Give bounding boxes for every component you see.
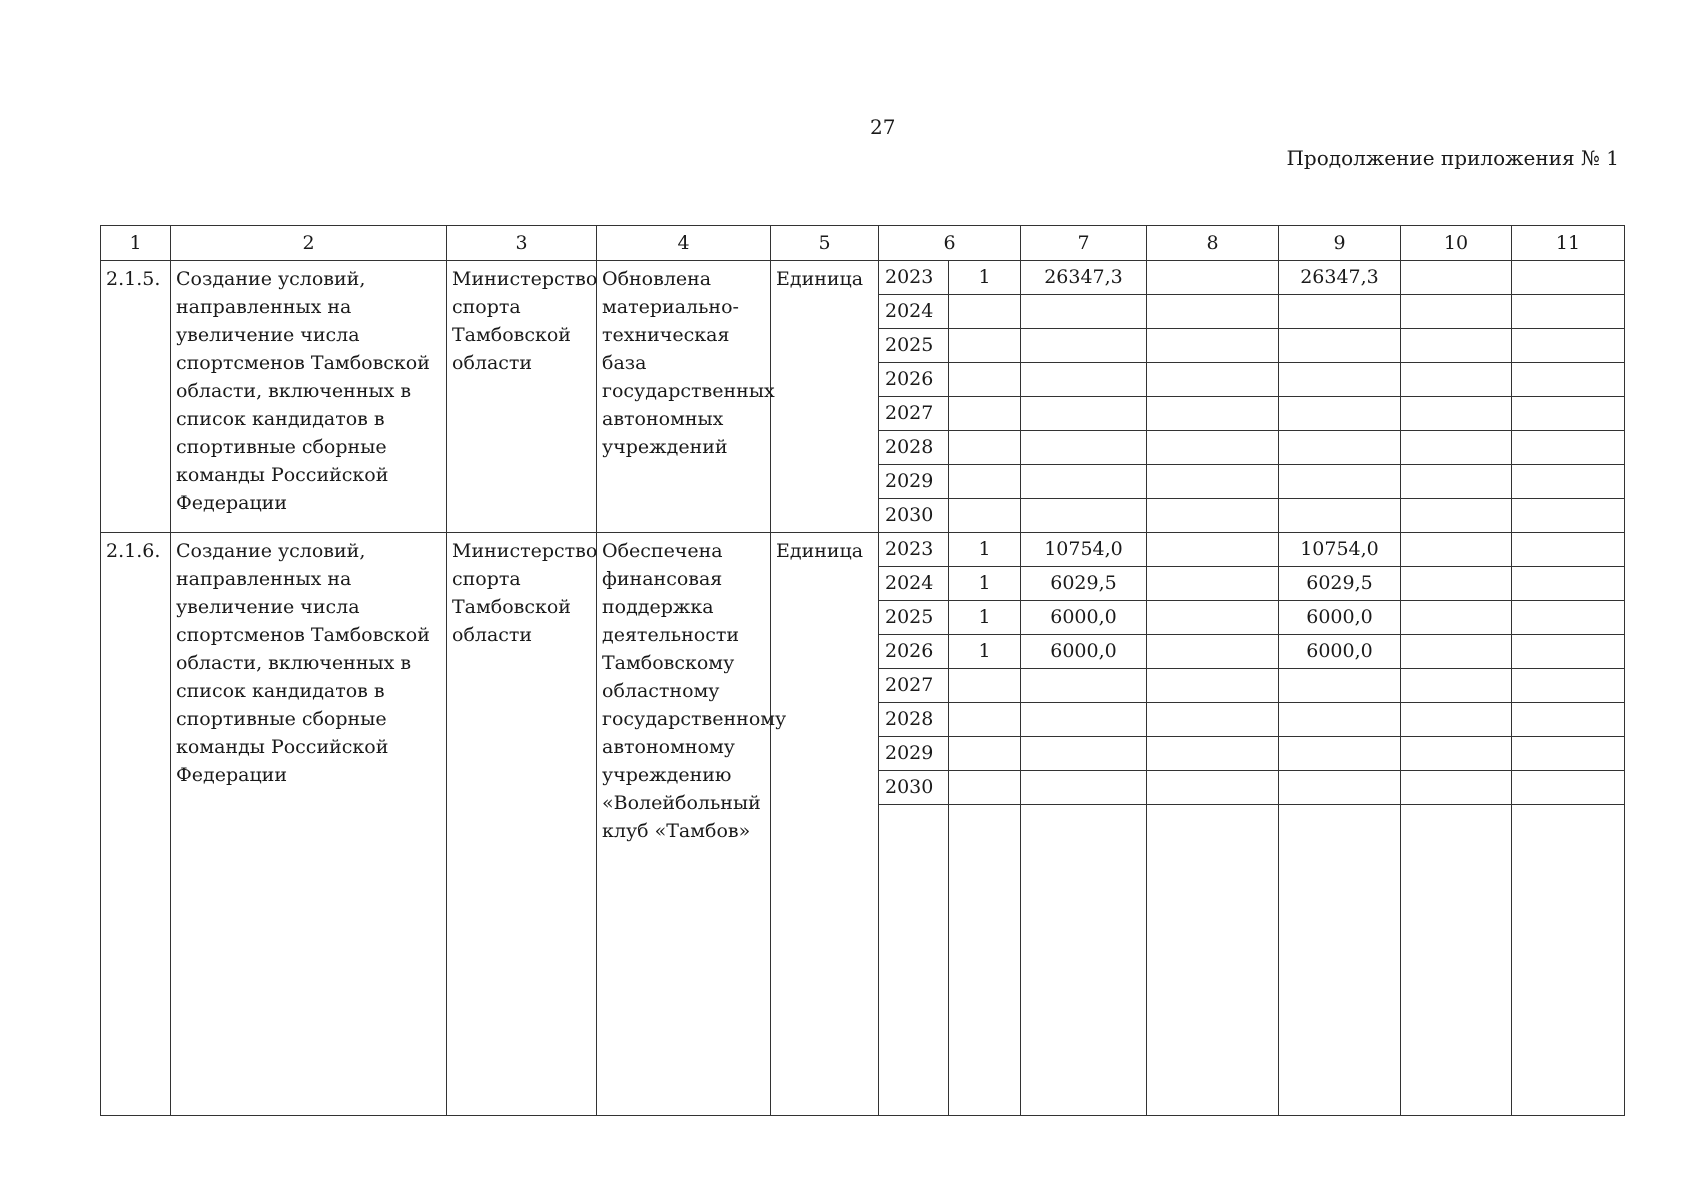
column-8-cell (1147, 499, 1279, 533)
column-11-cell (1512, 261, 1625, 295)
column-9-cell: 26347,3 (1279, 261, 1401, 295)
column-8-cell (1147, 261, 1279, 295)
measure-name: Создание условий, направленных на увеличение числа спортсменов Тамбовской области, включенных в список кандидатов в спортивные сборные команды Российской Федерации (171, 533, 447, 1116)
quantity-cell (949, 397, 1021, 431)
page-number: 27 (870, 115, 896, 139)
column-9-cell (1279, 771, 1401, 805)
header-cell: 4 (597, 226, 771, 261)
column-9-cell (1279, 465, 1401, 499)
appendix-table (100, 225, 1625, 1116)
quantity-cell (949, 431, 1021, 465)
column-8-cell (1147, 567, 1279, 601)
year-cell: 2029 (879, 465, 949, 499)
total-cell (1021, 703, 1147, 737)
column-11-cell (1512, 295, 1625, 329)
column-10-cell (1401, 397, 1512, 431)
column-10-cell (1401, 601, 1512, 635)
quantity-cell: 1 (949, 567, 1021, 601)
quantity-cell (949, 465, 1021, 499)
header-cell: 11 (1512, 226, 1625, 261)
column-8-cell (1147, 771, 1279, 805)
year-cell: 2027 (879, 397, 949, 431)
quantity-cell (949, 363, 1021, 397)
quantity-cell: 1 (949, 533, 1021, 567)
column-8-cell (1147, 635, 1279, 669)
table-row (101, 533, 1625, 567)
year-cell: 2028 (879, 431, 949, 465)
column-8-cell (1147, 397, 1279, 431)
column-10-cell (1401, 431, 1512, 465)
column-11-cell (1512, 329, 1625, 363)
total-cell (1021, 737, 1147, 771)
quantity-cell (949, 703, 1021, 737)
result-description: Обеспечена финансовая поддержка деятельности Тамбовскому областному государственному автономному учреждению «Волейбольный клуб «Тамбов» (597, 533, 771, 1116)
column-11-cell (1512, 703, 1625, 737)
header-cell: 2 (171, 226, 447, 261)
year-cell: 2024 (879, 567, 949, 601)
year-cell: 2026 (879, 635, 949, 669)
column-11-cell (1512, 397, 1625, 431)
year-cell: 2026 (879, 363, 949, 397)
column-8-cell (1147, 669, 1279, 703)
year-cell: 2023 (879, 533, 949, 567)
empty-cell (949, 805, 1021, 1116)
quantity-cell: 1 (949, 261, 1021, 295)
quantity-cell: 1 (949, 635, 1021, 669)
header-row (101, 226, 1625, 261)
column-8-cell (1147, 329, 1279, 363)
column-10-cell (1401, 533, 1512, 567)
quantity-cell (949, 329, 1021, 363)
empty-cell (1147, 805, 1279, 1116)
column-8-cell (1147, 601, 1279, 635)
column-11-cell (1512, 771, 1625, 805)
unit-cell: Единица (771, 533, 879, 1116)
column-9-cell (1279, 431, 1401, 465)
column-8-cell (1147, 533, 1279, 567)
column-8-cell (1147, 363, 1279, 397)
empty-cell (879, 805, 949, 1116)
total-cell (1021, 499, 1147, 533)
unit-cell: Единица (771, 261, 879, 533)
total-cell: 6000,0 (1021, 635, 1147, 669)
column-9-cell (1279, 499, 1401, 533)
total-cell (1021, 465, 1147, 499)
total-cell (1021, 295, 1147, 329)
year-cell: 2023 (879, 261, 949, 295)
total-cell (1021, 669, 1147, 703)
total-cell: 6029,5 (1021, 567, 1147, 601)
column-8-cell (1147, 465, 1279, 499)
column-11-cell (1512, 499, 1625, 533)
header-cell: 3 (447, 226, 597, 261)
column-10-cell (1401, 567, 1512, 601)
year-cell: 2030 (879, 499, 949, 533)
total-cell (1021, 431, 1147, 465)
table-body (101, 261, 1625, 1116)
quantity-cell (949, 499, 1021, 533)
header-cell: 10 (1401, 226, 1512, 261)
column-11-cell (1512, 567, 1625, 601)
column-8-cell (1147, 295, 1279, 329)
header-cell: 6 (879, 226, 1021, 261)
column-10-cell (1401, 499, 1512, 533)
column-11-cell (1512, 363, 1625, 397)
header-cell: 7 (1021, 226, 1147, 261)
quantity-cell (949, 737, 1021, 771)
header-cell: 8 (1147, 226, 1279, 261)
executor-name: Министерство спорта Тамбовской области (447, 533, 597, 1116)
total-cell: 26347,3 (1021, 261, 1147, 295)
quantity-cell (949, 295, 1021, 329)
column-11-cell (1512, 737, 1625, 771)
column-9-cell (1279, 703, 1401, 737)
measure-name: Создание условий, направленных на увеличение числа спортсменов Тамбовской области, включенных в список кандидатов в спортивные сборные команды Российской Федерации (171, 261, 447, 533)
year-cell: 2025 (879, 329, 949, 363)
column-11-cell (1512, 669, 1625, 703)
year-cell: 2030 (879, 771, 949, 805)
total-cell: 6000,0 (1021, 601, 1147, 635)
column-10-cell (1401, 669, 1512, 703)
column-10-cell (1401, 261, 1512, 295)
column-9-cell: 6000,0 (1279, 635, 1401, 669)
column-9-cell (1279, 737, 1401, 771)
column-8-cell (1147, 703, 1279, 737)
column-9-cell (1279, 363, 1401, 397)
executor-name: Министерство спорта Тамбовской области (447, 261, 597, 533)
year-cell: 2029 (879, 737, 949, 771)
header-cell: 1 (101, 226, 171, 261)
column-11-cell (1512, 601, 1625, 635)
empty-cell (1512, 805, 1625, 1116)
empty-cell (1021, 805, 1147, 1116)
header-cell: 5 (771, 226, 879, 261)
column-10-cell (1401, 703, 1512, 737)
empty-cell (1401, 805, 1512, 1116)
column-11-cell (1512, 533, 1625, 567)
column-10-cell (1401, 465, 1512, 499)
column-9-cell (1279, 295, 1401, 329)
column-10-cell (1401, 737, 1512, 771)
column-10-cell (1401, 295, 1512, 329)
year-cell: 2027 (879, 669, 949, 703)
quantity-cell (949, 669, 1021, 703)
column-8-cell (1147, 737, 1279, 771)
column-10-cell (1401, 635, 1512, 669)
year-cell: 2028 (879, 703, 949, 737)
column-8-cell (1147, 431, 1279, 465)
result-description: Обновлена материально-техническая база государственных автономных учреждений (597, 261, 771, 533)
quantity-cell (949, 771, 1021, 805)
empty-cell (1279, 805, 1401, 1116)
column-9-cell: 6000,0 (1279, 601, 1401, 635)
total-cell (1021, 397, 1147, 431)
row-code: 2.1.5. (101, 261, 171, 533)
year-cell: 2025 (879, 601, 949, 635)
total-cell (1021, 329, 1147, 363)
continuation-label: Продолжение приложения № 1 (1286, 146, 1619, 170)
total-cell (1021, 363, 1147, 397)
column-10-cell (1401, 363, 1512, 397)
quantity-cell: 1 (949, 601, 1021, 635)
column-9-cell (1279, 397, 1401, 431)
header-cell: 9 (1279, 226, 1401, 261)
column-11-cell (1512, 635, 1625, 669)
year-cell: 2024 (879, 295, 949, 329)
column-9-cell (1279, 669, 1401, 703)
column-11-cell (1512, 465, 1625, 499)
column-9-cell (1279, 329, 1401, 363)
row-code: 2.1.6. (101, 533, 171, 1116)
column-9-cell: 6029,5 (1279, 567, 1401, 601)
total-cell (1021, 771, 1147, 805)
column-10-cell (1401, 771, 1512, 805)
column-9-cell: 10754,0 (1279, 533, 1401, 567)
column-10-cell (1401, 329, 1512, 363)
column-11-cell (1512, 431, 1625, 465)
total-cell: 10754,0 (1021, 533, 1147, 567)
table-row (101, 261, 1625, 295)
